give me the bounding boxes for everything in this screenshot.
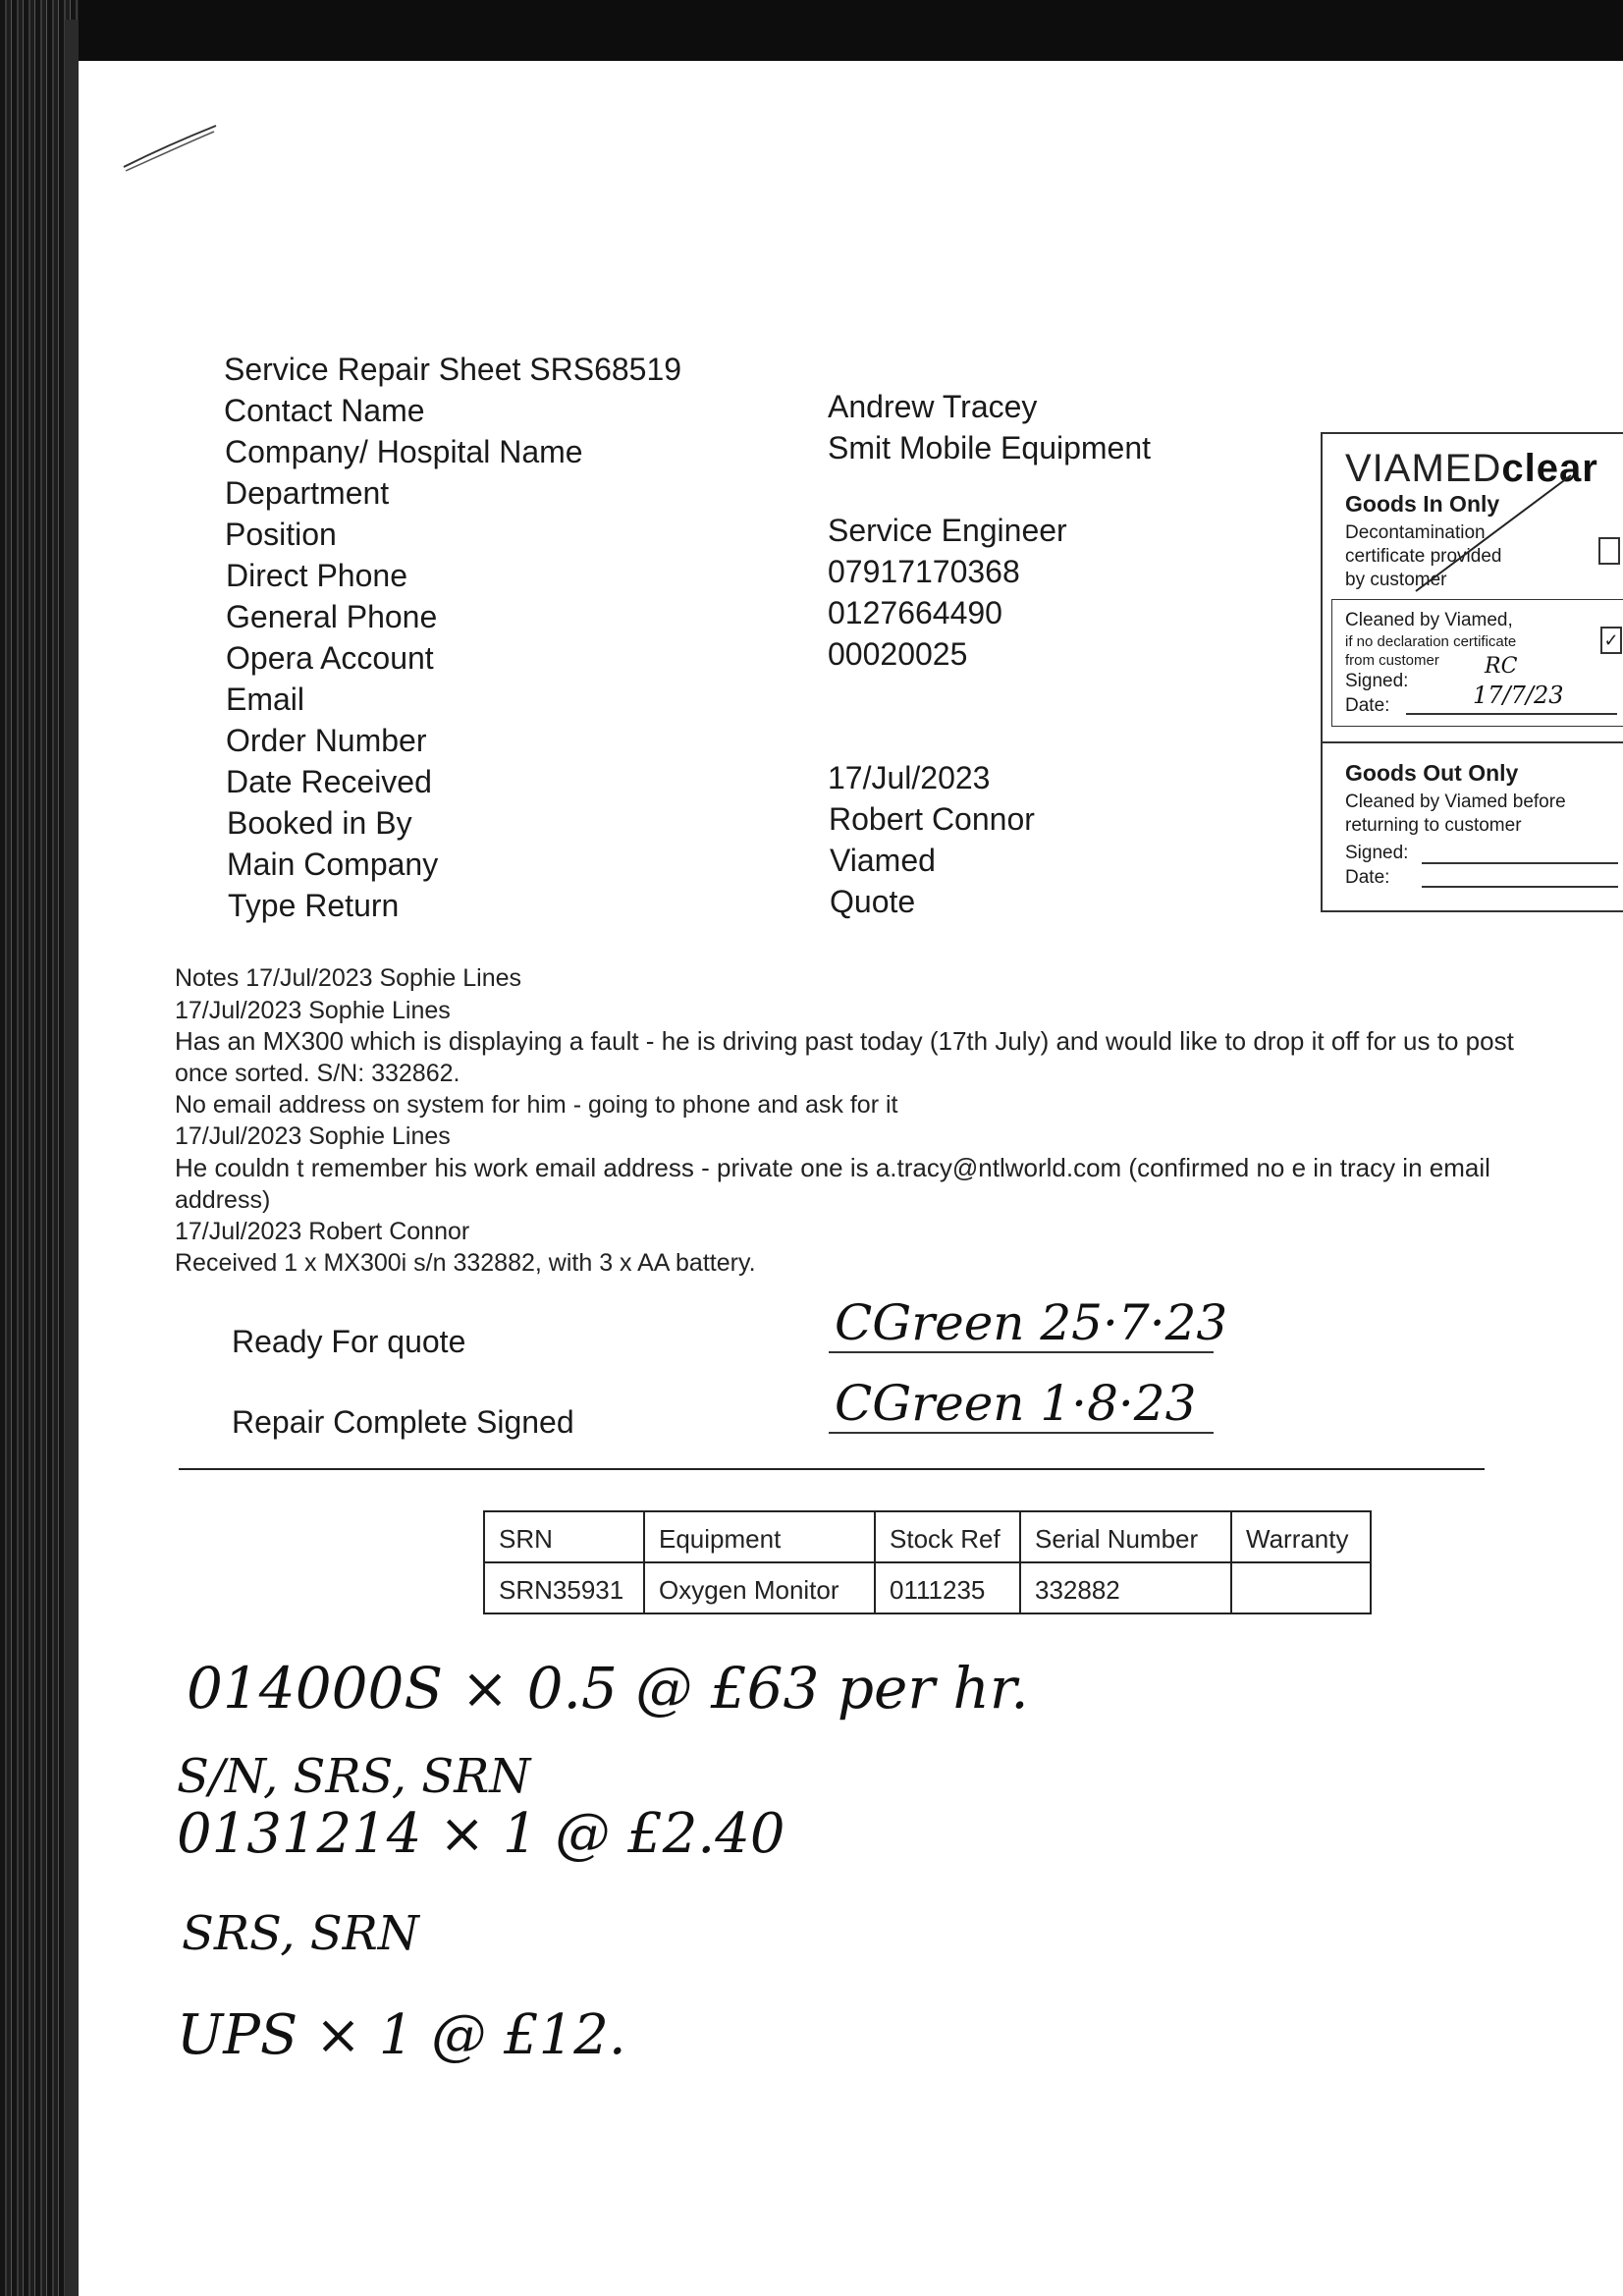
cleaned-title: Cleaned by Viamed, [1345,610,1513,630]
note-line: Received 1 x MX300i s/n 332882, with 3 x AA battery. [175,1249,756,1277]
out-signed-line [1422,862,1618,864]
cleaned-text: if no declaration certificate [1345,633,1517,650]
table-header-row [484,1511,1371,1562]
signed-date: 17/7/23 [1473,682,1564,709]
clean-box-brand: VIAMEDclear [1345,447,1598,490]
field-value: 17/Jul/2023 [828,760,991,795]
table-cell: 332882 [1020,1562,1231,1613]
table-cell: SRN35931 [484,1562,644,1613]
sheet-title: Service Repair Sheet SRS68519 [224,352,682,387]
table-cell: Oxygen Monitor [644,1562,875,1613]
handwritten-line: SRS, SRN [182,1906,419,1961]
table-header: SRN [484,1511,644,1562]
table-header: Stock Ref [875,1511,1020,1562]
goods-in-strike-mark [1404,469,1581,597]
field-label: Contact Name [224,393,425,428]
field-label: Booked in By [227,805,412,841]
equipment-table [483,1510,1372,1614]
field-value: Andrew Tracey [828,389,1038,424]
scan-border-top [0,0,1623,61]
goods-out-text: returning to customer [1345,815,1522,836]
field-value: Smit Mobile Equipment [828,430,1152,465]
field-label: Position [225,517,337,552]
handwritten-line: UPS × 1 @ £12. [177,2003,626,2067]
note-line: Has an MX300 which is displaying a fault - he is driving past today (17th July) and would like to drop it off for us to post [175,1026,1514,1056]
note-line: He couldn t remember his work email address - private one is a.tracy@ntlworld.com (confirmed no e in tracy in email [175,1153,1490,1182]
complete-signature-line [829,1432,1214,1434]
note-line: 17/Jul/2023 Sophie Lines [175,997,451,1024]
field-value: Service Engineer [828,513,1067,548]
handwritten-line: 014000S × 0.5 @ £63 per hr. [187,1655,1029,1722]
ready-signature-line [829,1351,1214,1353]
pen-mark [118,118,226,177]
goods-in-text: Decontamination [1345,522,1486,543]
field-value: Robert Connor [829,801,1035,837]
note-line: Notes 17/Jul/2023 Sophie Lines [175,964,522,992]
goods-in-title: Goods In Only [1345,491,1500,517]
note-line: No email address on system for him - going to phone and ask for it [175,1091,898,1119]
handwritten-line: S/N, SRS, SRN [177,1749,531,1804]
table-header: Serial Number [1020,1511,1231,1562]
field-label: Order Number [226,723,427,758]
field-value: Quote [830,884,916,919]
note-line: 17/Jul/2023 Robert Connor [175,1218,470,1245]
out-signed-label: Signed: [1345,843,1409,863]
field-label: Company/ Hospital Name [225,434,583,469]
table-cell [1231,1562,1371,1613]
note-line: 17/Jul/2023 Sophie Lines [175,1122,451,1150]
clean-box-divider [1323,741,1623,743]
field-label: Opera Account [226,640,434,676]
goods-out-title: Goods Out Only [1345,760,1519,786]
field-label: Type Return [228,888,400,923]
field-label: Main Company [227,847,439,882]
cleaned-checkbox: ✓ [1600,627,1622,654]
field-label: Email [226,682,305,717]
field-label: Department [225,475,390,511]
goods-in-text: by customer [1345,570,1447,590]
field-value: 0127664490 [828,595,1002,630]
field-label: General Phone [226,599,438,634]
signed-label: Signed: [1345,671,1409,691]
field-value: 00020025 [828,636,968,672]
goods-in-checkbox [1598,537,1620,565]
handwritten-line: 0131214 × 1 @ £2.40 [177,1802,785,1866]
goods-in-text: certificate provided [1345,546,1502,567]
cleaned-text: from customer [1345,652,1439,669]
note-line: once sorted. S/N: 332862. [175,1060,460,1087]
scan-shadow [65,20,79,2296]
ready-for-quote-label: Ready For quote [232,1324,466,1359]
out-date-label: Date: [1345,867,1390,888]
complete-signature: CGreen 1·8·23 [835,1375,1197,1432]
note-line: address) [175,1186,271,1214]
field-label: Date Received [226,764,432,799]
table-row [484,1562,1371,1613]
goods-out-text: Cleaned by Viamed before [1345,792,1566,812]
field-value: Viamed [830,843,936,878]
table-cell: 0111235 [875,1562,1020,1613]
table-header: Equipment [644,1511,875,1562]
table-header: Warranty [1231,1511,1371,1562]
field-value: 07917170368 [828,554,1020,589]
section-divider [179,1468,1485,1470]
repair-complete-label: Repair Complete Signed [232,1404,574,1440]
field-label: Direct Phone [226,558,407,593]
signed-initials: RC [1485,654,1518,679]
date-line [1406,713,1617,715]
out-date-line [1422,886,1618,888]
date-label: Date: [1345,695,1390,716]
ready-signature: CGreen 25·7·23 [835,1294,1228,1351]
